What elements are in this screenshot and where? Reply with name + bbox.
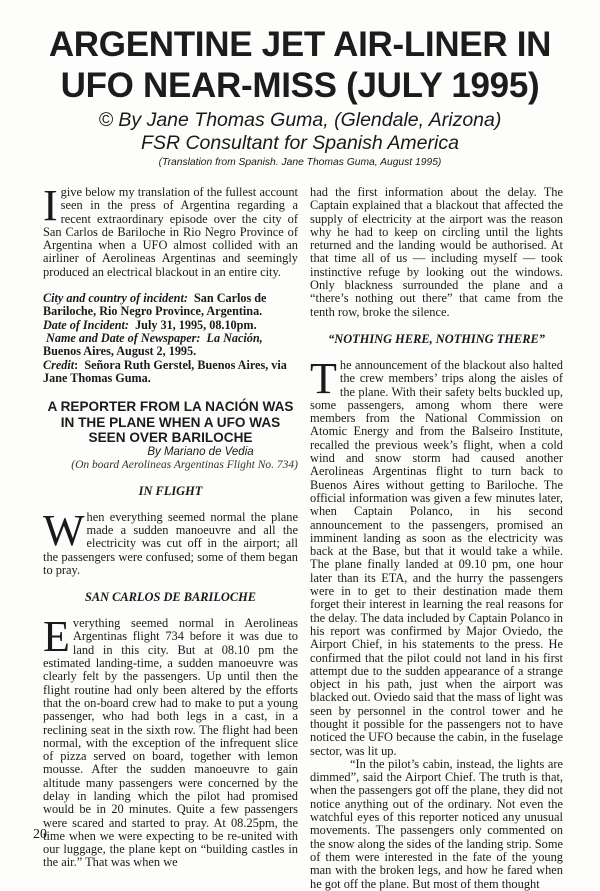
section-text: verything seemed normal in Aerolineas Argentinas flight 734 before it was due to land in this city. But at 08.10 pm the estimated landing-time, a sudden manoeuvre was clearly felt by the passengers. Up until then the flight routine had only been altered by the efforts that the on-board crew had to make to put a young passenger, who had both legs in a cast, in a reclining seat in the sixth row. The flight had been normal, with the exception of the infrequent slice of pizza served on board, together with lemon mousse. After the sudden manoeuvre to gain altitude many passengers were concerned by the delay in landing which the pilot had promised would be in 20 minutes. Quite a few passengers were scared and started to pray. At 08.25pm, the time when we were expecting to be re-united with our luggage, the plane kept on “building castles in the air.” That was when we xyxy=(43,616,298,870)
section-text: hen everything seemed normal the plane made a sudden manoeuvre and all the electricity was cut off in the airport; all the passengers were confused; some of them began to pray. xyxy=(43,509,298,577)
quote-paragraph: “In the pilot’s cabin, instead, the lights are dimmed”, said the Airport Chief. The truth is that, when the passengers got off the plane, they did not notice anything out of the ordinary. Not even the watchful eyes of this reporter noticed any unusual movements. The passengers only commented on the snow along the sides of the landing strip. Some of them were interested in the fate of the young man with the broken legs, and how he fared when he got off the plane. But most of them thought xyxy=(310,756,563,891)
section-paragraph xyxy=(43,505,298,577)
section-heading-san-carlos: SAN CARLOS DE BARILOCHE xyxy=(84,590,257,605)
meta-credit-label: Credit xyxy=(43,357,75,372)
section-heading-nothing-here: “NOTHING HERE, NOTHING THERE” xyxy=(328,331,545,346)
author-byline: © By Jane Thomas Guma, (Glendale, Arizona) xyxy=(98,109,502,131)
dropcap: T xyxy=(310,353,337,403)
article-author: By Mariano de Vedia xyxy=(147,445,254,458)
meta-date-value: July 31, 1995, 08.10pm. xyxy=(135,317,257,332)
incident-metadata xyxy=(43,292,298,385)
translation-note: (Translation from Spanish. Jane Thomas Guma, August 1995) xyxy=(158,157,442,168)
section-paragraph xyxy=(310,353,563,758)
meta-paper-name: La Nación, xyxy=(206,330,263,345)
dropcap: I xyxy=(43,181,58,230)
meta-date-label: Date of Incident: xyxy=(43,317,129,332)
meta-paper xyxy=(43,332,298,359)
meta-date xyxy=(43,319,298,332)
article-headline: A REPORTER FROM LA NACIÓN WAS IN THE PLANE WHEN A UFO WAS SEEN OVER BARILOCHE xyxy=(47,399,294,446)
article-onboard-note: (On board Aerolineas Argentinas Flight No. 734) xyxy=(71,458,298,471)
intro-text: give below my translation of the fullest account seen in the press of Argentina regarding a recent extraordinary episode over the city of San Carlos de Bariloche in Rio Negro Province of Argentina when a UFO almost collided with an airliner of Aerolineas Argentinas and seemingly produced an electrical blackout in an entire city. xyxy=(43,185,298,279)
dropcap: W xyxy=(43,505,85,555)
meta-credit-value: Señora Ruth Gerstel, Buenos Aires, via Jane Thomas Guma. xyxy=(43,357,287,385)
author-role: FSR Consultant for Spanish America xyxy=(141,132,459,154)
meta-paper-value: Buenos Aires, August 2, 1995. xyxy=(43,344,197,359)
section-text: he announcement of the blackout also halted the crew members’ trips along the aisles of the plane. With their safety belts buckled up, some passengers, among whom there were members from the National Commission on Atomic Energy and from the Balseiro Institute, recalled the previous week’s flight, when a cold wind and snow storm had caused another Aerolineas Argentinas flight to turn back to Buenos Aires without getting to Bariloche. The official information was given a few minutes later, when Captain Polanco, in his second announcement to the passengers, promised an imminent landing as soon as the electricity was back at the Base, but that it would take a while. The plane finally landed at 09.10 pm, one hour later than its ETA, and the hurry the passengers were in to get to their destination made them forget their interest in learning the real reasons for the delay. The data included by Captain Polanco in his report was confirmed by Major Oviedo, the Airport Chief, in his statements to the press. He confirmed that the pilot could not land in his first attempt due to the sudden appearance of a strange object in his path, just when the airport was blacked out. Oviedo said that the mass of light was seen by personnel in the control tower and he thought it possible for the passengers not to have noticed the UFO because the cabin, in the fuselage sector, was lit up. xyxy=(310,357,563,758)
page-number: 20 xyxy=(33,827,47,842)
continuation-paragraph: had the first information about the delay. The Captain explained that a blackout that affected the supply of electricity at the airport was the reason why he had to keep on circling until the lights returned and the landing would be authorised. At that time all of us — including myself — took instinctive refuge by looking out the windows. Only blackness surrounded the plane and a “there’s nothing out there” that came from the tenth row, broke the silence. xyxy=(310,185,563,319)
title-line-2: UFO NEAR-MISS (JULY 1995) xyxy=(60,66,540,105)
dropcap: E xyxy=(43,612,70,662)
left-column xyxy=(43,181,298,870)
section-paragraph xyxy=(43,612,298,870)
meta-paper-label: Name and Date of Newspaper: xyxy=(46,330,201,345)
meta-credit: Credit: Señora Ruth Gerstel, Buenos Aires, via Jane Thomas Guma. xyxy=(43,357,287,385)
title-line-1: ARGENTINE JET AIR-LINER IN xyxy=(48,25,552,64)
meta-city-value: San Carlos de Bariloche, Rio Negro Province, Argentina. xyxy=(43,291,267,319)
right-column xyxy=(310,186,563,891)
article-title xyxy=(0,24,600,106)
byline-block xyxy=(0,109,600,155)
intro-paragraph xyxy=(43,181,298,279)
section-heading-in-flight: IN FLIGHT xyxy=(138,483,203,498)
meta-city-label: City and country of incident: xyxy=(43,291,188,306)
meta-city xyxy=(43,292,298,319)
